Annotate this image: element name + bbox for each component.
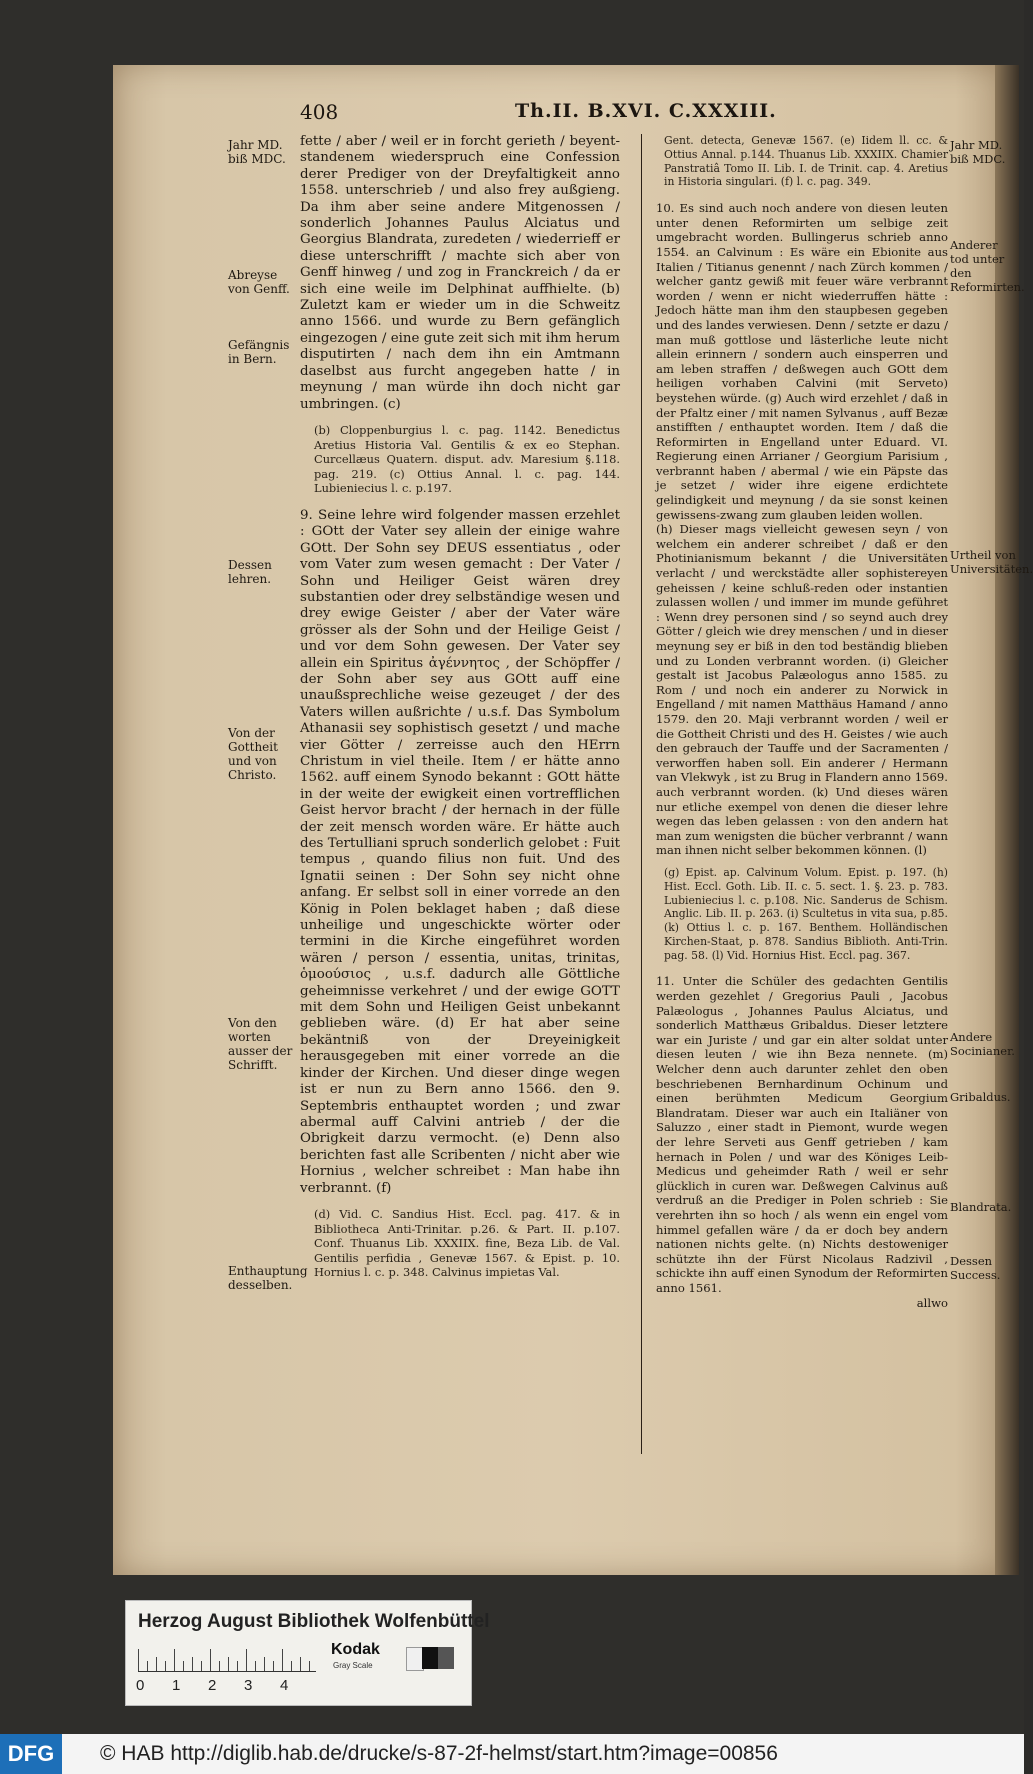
right-text-column [656,134,948,1310]
margin-note-right: Anderer tod unter den Reformirten. [950,238,1025,294]
page-number: 408 [300,100,339,124]
margin-note-left: Jahr MD. biß MDC. [228,138,286,166]
scale-number: 3 [244,1677,253,1694]
footnote-b-c: (b) Cloppenburgius l. c. pag. 1142. Benedictus Aretius Historia Val. Gentilis & ex eo Stephan. Curcellæus Quatern. disput. adv. Maresium §.118. pag. 219. (c) Ottius Annal. l. c. pag. 144. Lubieniecius l. c. p.197. [314,422,620,496]
footnote-g-l: (g) Epist. ap. Calvinum Volum. Epist. p. 197. (h) Hist. Eccl. Goth. Lib. II. c. 5. sect. 1. §. 23. p. 783. Lubieniecius l. c. p.108. Nic. Sanderus de Schism. Anglic. Lib. II. p. 263. (i) Scultetus in vita sua, p.85. (k) Ottius l. c. p. 167. Benthem. Holländischen Kirchen-Staat, p. 878. Sandius Biblioth. Anti-Trin. pag. 58. (l) Vid. Hornius Hist. Eccl. pag. 367. [664,865,948,962]
library-name: Herzog August Bibliothek Wolfenbüttel [138,1611,490,1632]
paragraph-8-continued: fette / aber / weil er in forcht gerieth / beyent-standenem wiederspruch eine Confession derer Prediger von der Dreyfaltigkeit anno 1558. unterschrieb / und also frey außgieng. Da ihm aber seine andere Mitgenossen / sonderlich Johannes Paulus Alciatus und Georgius Blandrata, zuredeten / wiederrieff er diese unterschrifft / machte sich aber von Genff hinweg / und zog in Franckreich / da er sich eine weile im Delphinat auffhielte. (b) Zuletzt kam er wieder um in die Schweitz anno 1566. und wurde zu Bern gefänglich eingezogen / eine gute zeit sich mit ihm herum disputirten / nach dem ihn ein Amtmann daselbst aus furcht angegeben hatte / in meynung / man würde ihn doch nicht gar umbringen. (c) [300,134,620,412]
margin-note-right: Jahr MD. biß MDC. [950,138,1006,166]
margin-note-left: Von den worten ausser der Schrifft. [228,1016,293,1072]
scale-ruler [138,1645,316,1672]
margin-note-left: Abreyse von Genff. [228,268,290,296]
column-divider [641,134,642,1454]
margin-note-left: Gefängnis in Bern. [228,338,290,366]
margin-note-right: Blandrata. [950,1200,1012,1214]
gray-swatch-dark [438,1647,454,1669]
copyright-url[interactable]: © HAB http://diglib.hab.de/drucke/s-87-2f-helmst/start.htm?image=00856 [100,1742,778,1765]
scale-number: 0 [136,1677,145,1694]
margin-note-right: Urtheil von Universitäten. [950,548,1033,576]
kodak-logo: Kodak [331,1641,380,1658]
margin-note-left: Von der Gottheit und von Christo. [228,726,278,782]
library-colorbar [125,1600,490,1706]
scale-number: 2 [208,1677,217,1694]
paragraph-9: 9. Seine lehre wird folgender massen erzehlet : GOtt der Vater sey allein der einige wahre GOtt. Der Sohn sey DEUS essentiatus , oder vom Vater zum wesen gemacht : Der Vater / Sohn und Heiliger Geist wären drey substantien oder drey selbständige wesen und drey ewige Geister / aber der Vater wäre grösser als der Sohn und der Heilige Geist / und vor dem Sohn gewesen. Der Vater sey allein ein Spiritus ἀγέννητος , der Schöpffer / der Sohn aber sey aus GOtt auff eine unaußsprechliche weise gezeuget / der des Vaters willen außrichte / u.s.f. Das Symbolum Athanasii sey sophistisch gesetzt / und mache vier Götter / zerreisse auch den HErrn Christum in viel theile. Item / er hätte anno 1562. auff einem Synodo bekannt : GOtt hätte in der weite der ewigkeit einen vortrefflichen Geist hervor bracht / der hernach in der fülle der zeit mensch worden wäre. Er hätte auch des Tertulliani spruch sonderlich gelobet : Fuit tempus , quando filius non fuit. Und des Ignatii seinen : Der Sohn sey nicht ohne anfang. Er selbst soll in einer vorrede an den König in Polen beklaget haben ; daß diese unheilige und ungeschickte wörter oder termini in die Kirche eingeführet worden wären / person / essentia, unitas, trinitas, ὁμοούσιος , u.s.f. dadurch alle Göttliche geheimnisse verkehret / und der ewige GOTT mit dem Sohn und Heiligen Geist unbekannt geblieben wäre. (d) Er hat aber seine bekäntniß von der Dreyeinigkeit herausgegeben mit einer vorrede an die kinder der Kirchen. Und dieser dinge wegen ist er nun zu Bern anno 1566. den 9. Septembris enthauptet worden ; und zwar abermal auff Calvini antrieb / der die Obrigkeit darzu vermocht. (e) Denn also berichten fast alle Scribenten / nicht aber wie Hornius , welcher schreibet : Man habe ihn verbrannt. (f) [300,507,620,1196]
footnote-d: (d) Vid. C. Sandius Hist. Eccl. pag. 417. & in Bibliotheca Anti-Trinitar. p.26. & Part. II. p.107. Conf. Thuanus Lib. XXXIIX. fine, Beza Lib. de Val. Gentilis perfidia , Genevæ 1567. & Epist. p. 10. Hornius l. c. p. 348. Calvinus impietas Val. [314,1206,620,1280]
scale-number: 1 [172,1677,181,1694]
paragraph-10: 10. Es sind auch noch andere von diesen leuten unter denen Reformirten um selbige zeit umgebracht worden. Bullingerus schrieb anno 1554. an Calvinum : Es wäre ein Ebionite aus Italien / Titianus genennt / nach Zürch kommen / welcher gantz gewiß mit feuer wäre verbrannt worden / wenn er nicht wiederruffen hätte : Jedoch hätte man ihm den staupbesen gegeben und des landes verwiesen. Denn / setzte er dazu / man muß gottlose und lästerliche leute nicht allein erinnern / sondern auch einsperren und am leben straffen / deßwegen auch GOtt dem heiligen vorhaben Calvini (mit Serveto) beystehen würde. (g) Auch wird erzehlet / daß in der Pfaltz einer / mit namen Sylvanus , auff Bezæ anstifften / enthauptet worden. Item / daß die Reformirten in Engelland unter Eduard. VI. Regierung einen Arrianer / Georgium Parisium , verbrannt haben / abermal / wie ein Päpste das je setzet / wider ihre eigene erdichtete gelindigkeit und meynung / da sie sonst keinen gewissens-zwang zum glauben leiden wollen. [656,201,948,522]
dfg-logo: DFG [0,1734,62,1774]
margin-note-left: Dessen lehren. [228,558,272,586]
running-title: Th.II. B.XVI. C.XXXIII. [515,100,777,122]
margin-note-right: Dessen Success. [950,1254,1001,1282]
catchword: allwo [916,1295,948,1310]
gray-scale-label: Gray Scale [333,1661,373,1670]
scale-number: 4 [280,1677,289,1694]
footnote-e-f: Gent. detecta, Genevæ 1567. (e) Iidem ll. cc. & Ottius Annal. p.144. Thuanus Lib. XXXIIX. Chamier Panstratiâ Tomo II. Lib. I. de Trinit. cap. 4. Aretius in Historia singulari. (f) l. c. pag. 349. [664,134,948,189]
left-text-column [300,134,620,1290]
margin-note-right: Gribaldus. [950,1090,1011,1104]
gray-swatch-black [422,1647,438,1669]
paragraph-11: 11. Unter die Schüler des gedachten Gentilis werden gezehlet / Gregorius Pauli , Jacobus Palæologus , Johannes Paulus Alciatus, und sonderlich Matthæus Gribaldus. Dieser letztere war ein Juriste / und gar ein alter soldat unter diesen leuten / wie ihn Beza nennete. (m) Welcher denn auch darunter zehlet den oben beschriebenen Bernhardinum Ochinum und einen berühmten Medicum Georgium Blandratam. Dieser war auch ein Italiäner von Saluzzo , einer stadt in Piemont, wurde wegen der lehre Serveti aus Genff getrieben / kam hernach in Polen / und war des Königes Leib-Medicus und geheimder Rath / weil er sehr glücklich in curen war. Deßwegen Calvinus auß verdruß an die Prediger in Polen schrieb : Sie verehrten ihn so hoch / als wenn ein engel vom himmel gefallen wäre / da er doch bey andern nationen nichts gelte. (n) Nichts destoweniger schützte ihn der Fürst Nicolaus Radzivil , schickte ihn auff einen Synodum der Reformirten anno 1561. [656,974,948,1295]
margin-note-right: Andere Socinianer. [950,1030,1015,1058]
paragraph-10-continued: (h) Dieser mags vielleicht gewesen seyn / von welchem ein anderer schreibet / daß er den Photinianismum bekannt / die Universitäten verlacht / und werckstädte aller sophistereyen geheissen / keine schluß-reden oder instantien zulassen wollen / und immer im munde geführet : Wenn drey personen sind / so seynd auch drey Götter / gleich wie drey menschen / und in dieser meynung sey er biß in den tod beständig blieben und zu Londen verbrannt worden. (i) Gleicher gestalt ist Jacobus Palæologus anno 1585. zu Rom / und noch ein anderer zu Norwick in Engelland / mit namen Matthäus Hamand / anno 1579. den 20. Maji verbrannt worden / weil er die Gottheit Christi und des H. Geistes / wie auch den gebrauch der Tauffe und der Sacramenten / verworffen haben soll. Ein anderer / Hermann van Vlekwyk , ist zu Brug in Flandern anno 1569. auch verbrannt worden. (k) Und dieses wären nur etliche exempel von denen die dieser lehre wegen das leben gelassen : von den andern hat man zum wenigsten die bücher verbrannt / wann man ihnen nicht selber bekommen können. (l) [656,522,948,858]
margin-note-left: Enthauptung desselben. [228,1264,308,1292]
viewer-footer [0,1734,1024,1774]
